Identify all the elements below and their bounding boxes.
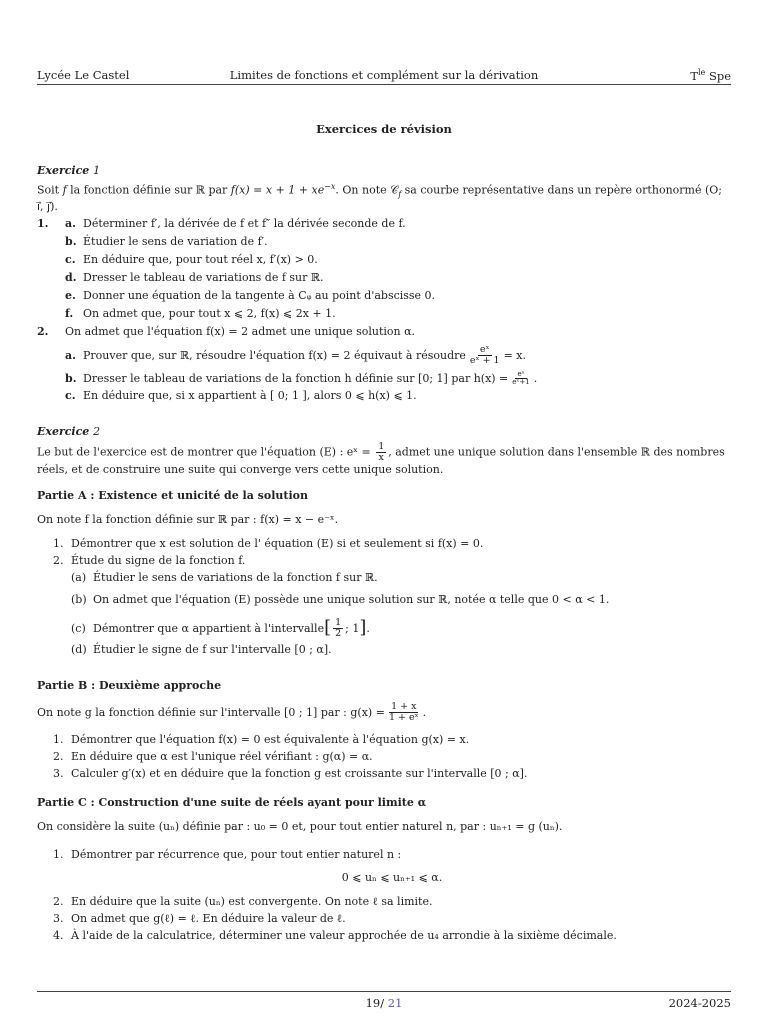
part-b-title: Partie B : Deuxième approche [37,678,222,692]
list-item: (a) Étudier le sens de variations de la fonction f sur ℝ. [71,570,378,584]
part-a-intro: On note f la fonction définie sur ℝ par : f(x) = x − e⁻ˣ. [37,512,339,526]
footer-rule [37,991,731,992]
list-item: (b) On admet que l'équation (E) possède une unique solution sur ℝ, notée α telle que 0 < α < 1. [71,592,610,606]
question-1e: e. Donner une équation de la tangente à Cᵩ au point d'abscisse 0. [65,288,436,302]
list-item: 3. On admet que g(ℓ) = ℓ. En déduire la valeur de ℓ. [53,911,346,925]
header-rule [37,84,731,85]
header-chapter: Limites de fonctions et complément sur la dérivation [229,68,539,82]
exercise-2-intro: Le but de l'exercice est de montrer que l'équation (E) : eˣ = $\frac{1}{x}$ , admet une unique solution dans l'ensemble ℝ des nombres réels, et de construire une suite qui converge vers cette unique solution. [37,441,725,477]
question-1c: c. En déduire que, pour tout réel x, f′(x) > 0. [65,252,318,266]
question-2b: b. Dresser le tableau de variations de la fonction h définie sur [0; 1] par h(x) = $\frac{\text{eˣ}}{\text{eˣ+1}}$ . [65,369,538,387]
list-item: 3. Calculer g′(x) et en déduire que la fonction g est croissante sur l'intervalle [0 ; α]. [53,767,528,781]
fraction: $\frac{1}{2}$ [335,617,342,640]
exercise-1-heading: Exercice 1 [37,164,101,178]
question-1: 1. a. Déterminer f′, la dérivée de f et f″ la dérivée seconde de f. [37,216,406,230]
fraction: $\frac{1}{x}$ [378,441,385,464]
question-1b: b. Étudier le sens de variation de f′. [65,234,268,248]
part-b-intro: On note g la fonction définie sur l'intervalle [0 ; 1] par : g(x) = $\frac{1 + x}{\text{1 + eˣ}}$ . [37,701,427,724]
part-a-sublist [71,571,731,665]
list-item: 1. Démontrer par récurrence que, pour tout entier naturel n : [53,847,402,861]
question-1f: f. On admet que, pour tout x ⩽ 2, f(x) ⩽ 2x + 1. [65,306,336,320]
exercise-1-intro: Soit f la fonction définie sur ℝ par $f(x) = x + 1 + xe^{-x}$. On note 𝒞$_f$ sa courbe représentative dans un repère orthonormé (O; ı⃗, ȷ⃗). [37,182,722,213]
part-b-list [53,733,731,784]
part-a-list [53,537,731,665]
list-item: 2. En déduire que α est l'unique réel vérifiant : g(α) = α. [53,750,373,764]
part-c-intro: On considère la suite (uₙ) définie par : u₀ = 0 et, pour tout entier naturel n, par : uₙ₊₁ = g (uₙ). [37,820,563,834]
question-2: 2. On admet que l'équation f(x) = 2 admet une unique solution α. [37,324,416,338]
fraction: $\frac{1 + x}{\text{1 + eˣ}}$ [388,701,419,724]
page-footer [37,996,731,1012]
page-header [37,68,731,84]
list-item: 1. Démontrer que x est solution de l' équation (E) si et seulement si f(x) = 0. [53,536,484,550]
header-school: Lycée Le Castel [37,68,130,82]
list-item: (d) Étudier le signe de f sur l'intervalle [0 ; α]. [71,642,332,656]
list-item: (c) Démontrer que α appartient à l'intervalle [ $\frac{1}{2}$ ; 1 ] . [71,617,370,640]
header-class: $T^{le}$ Spe [690,68,731,83]
page-title: Exercices de révision [316,122,452,136]
exercise-2 [37,425,731,946]
question-2a: a. Prouver que, sur ℝ, résoudre l'équation f(x) = 2 équivaut à résoudre $\frac{\text{eˣ}}{\text{eˣ + 1}}$ = x. [65,344,526,367]
part-c-list [53,848,731,946]
fraction: $\frac{\text{eˣ}}{\text{eˣ + 1}}$ [469,344,500,367]
part-c-title: Partie C : Construction d'une suite de réels ayant pour limite α [37,796,427,810]
fraction: $\frac{\text{eˣ}}{\text{eˣ+1}}$ [512,369,530,387]
list-item: 2. Étude du signe de la fonction f. [53,553,246,567]
exercise-2-heading: Exercice 2 [37,424,101,438]
question-1d: d. Dresser le tableau de variations de f sur ℝ. [65,270,324,284]
exercise-1 [37,164,731,406]
list-item: 4. À l'aide de la calculatrice, déterminer une valeur approchée de u₄ arrondie à la sixième décimale. [53,928,617,942]
page-number: 19/ 21 [365,996,403,1010]
list-item: 2. En déduire que la suite (uₙ) est convergente. On note ℓ sa limite. [53,894,433,908]
school-year: 2024-2025 [668,996,731,1010]
total-pages-link[interactable]: 21 [387,996,403,1010]
list-item: 1. Démontrer que l'équation f(x) = 0 est équivalente à l'équation g(x) = x. [53,733,470,747]
part-a-title: Partie A : Existence et unicité de la solution [37,489,308,503]
page-content [37,118,731,946]
display-inequality: 0 ⩽ uₙ ⩽ uₙ₊₁ ⩽ α. [341,870,443,884]
question-2c: c. En déduire que, si x appartient à [ 0; 1 ], alors 0 ⩽ h(x) ⩽ 1. [65,388,417,402]
